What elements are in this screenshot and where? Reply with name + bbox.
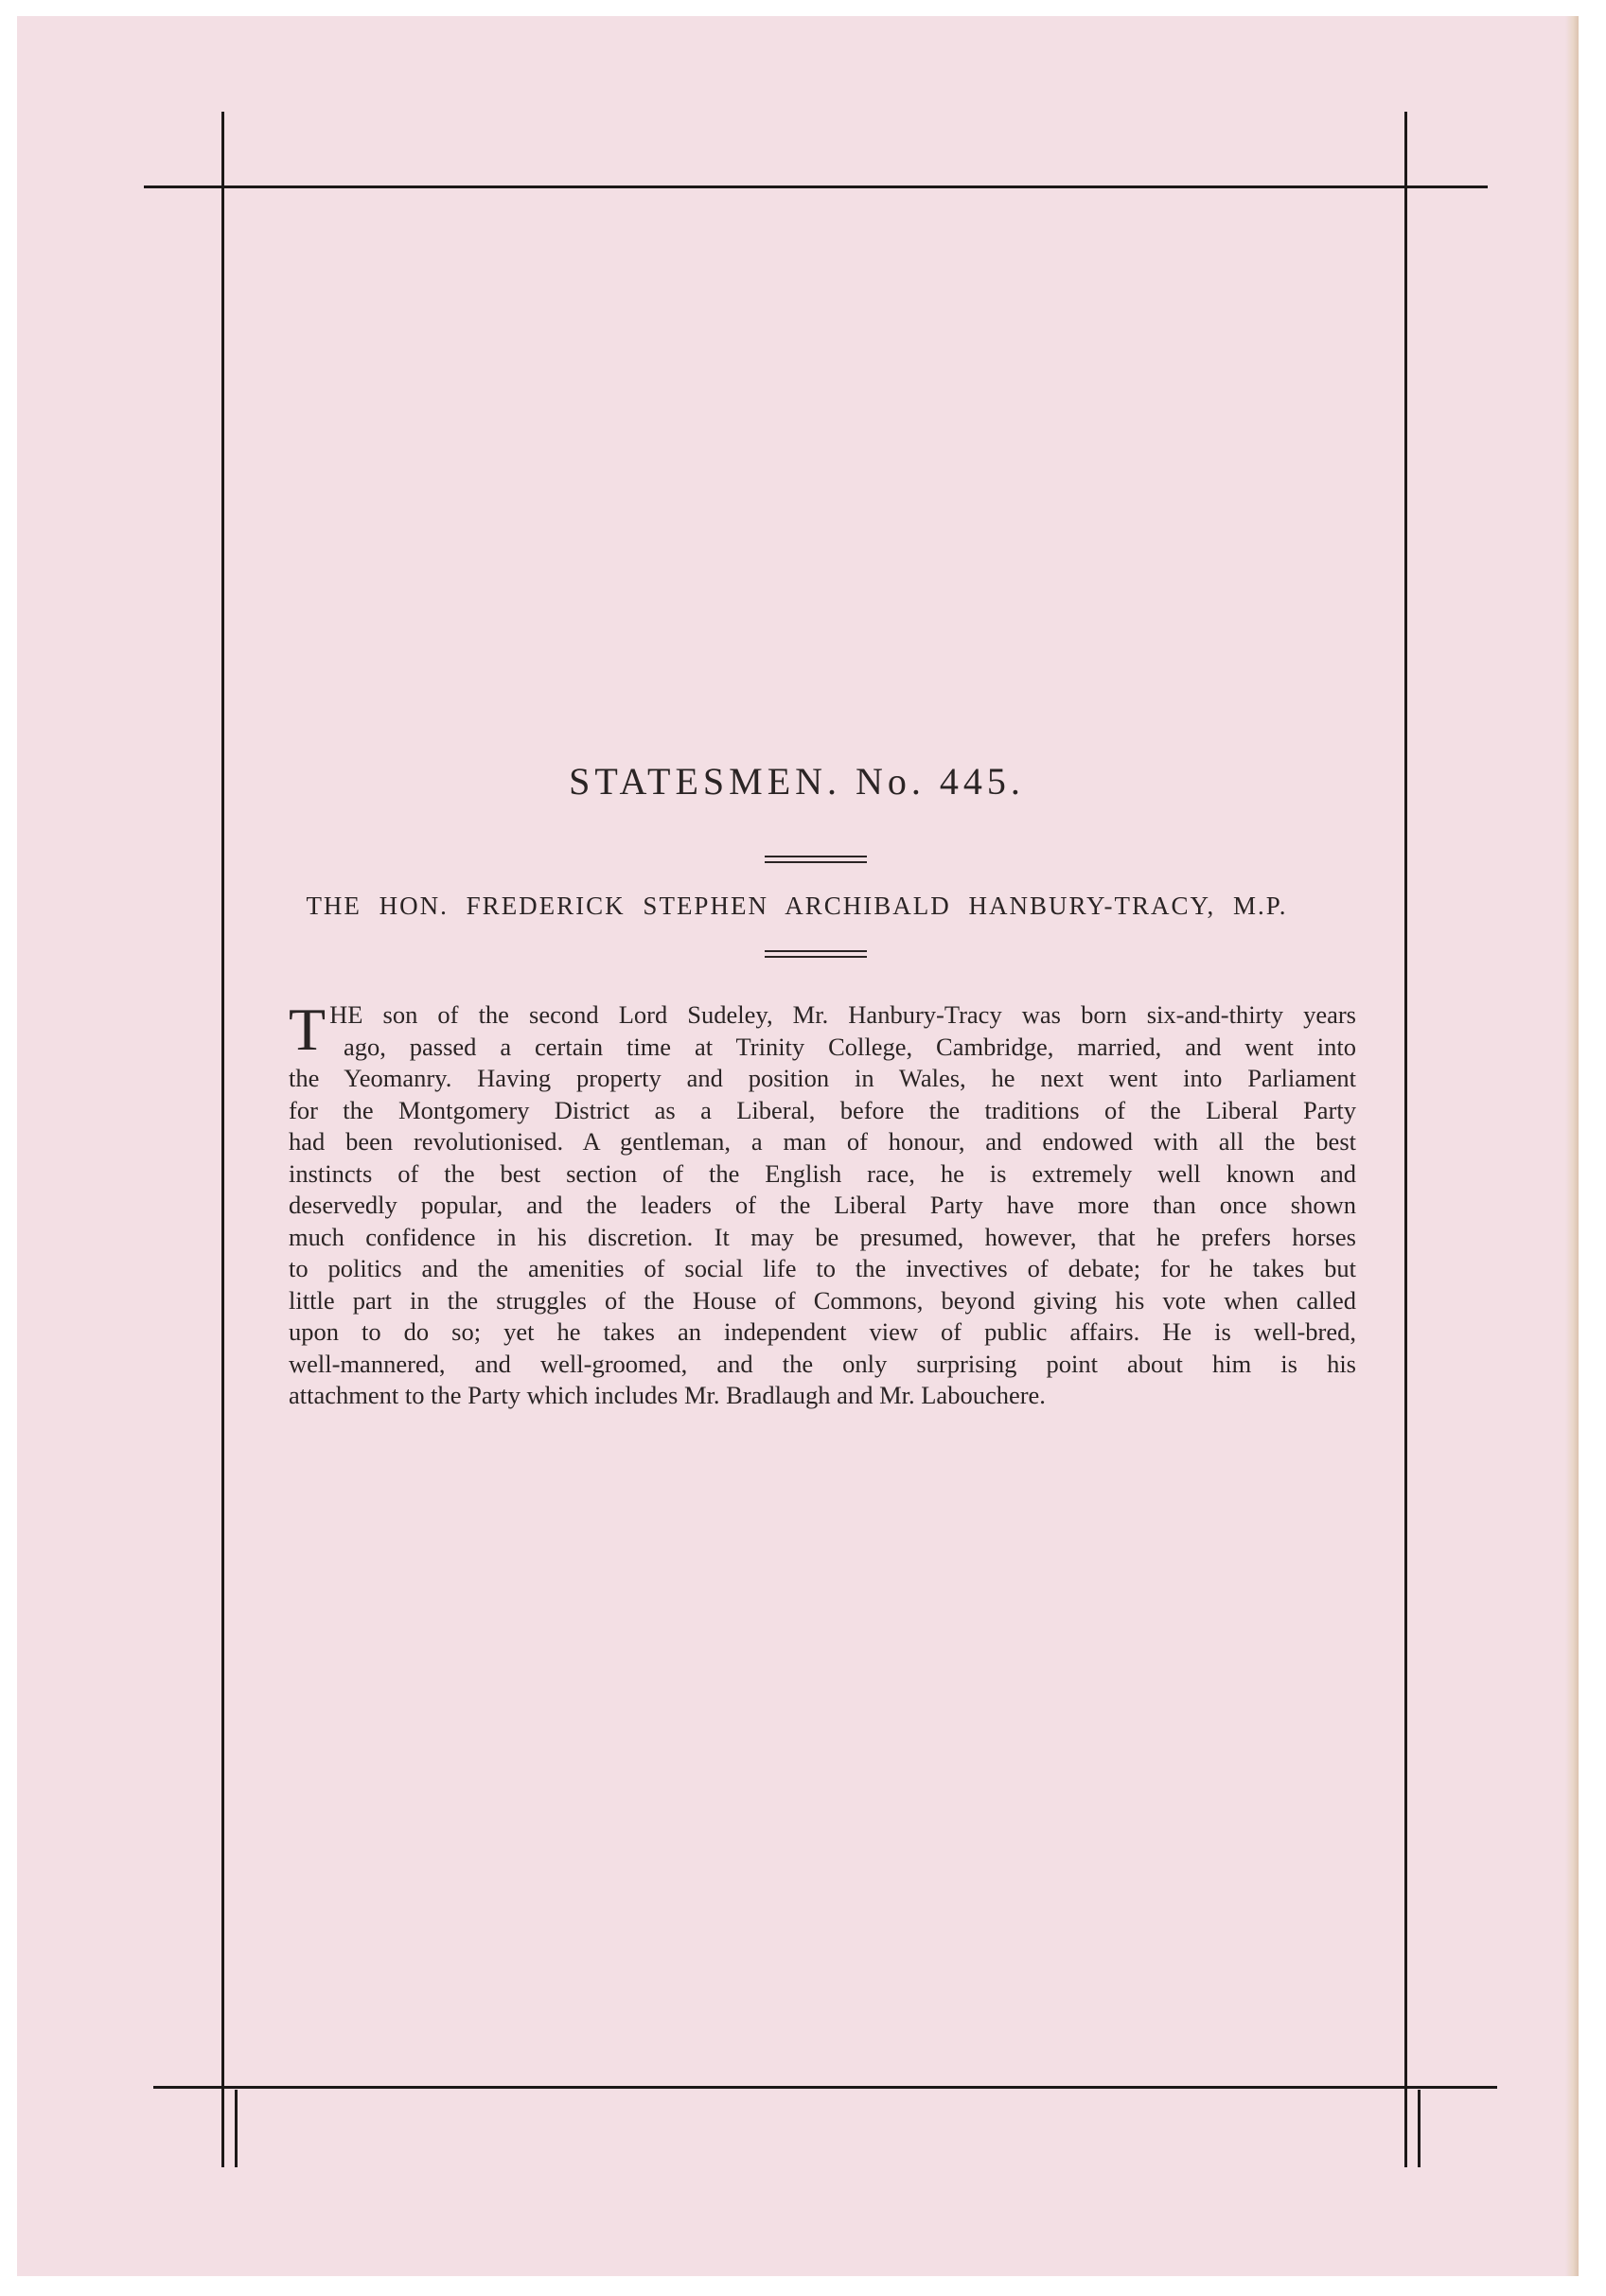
page-title: STATESMEN. No. 445. bbox=[569, 760, 1025, 803]
article-line: attachment to the Party which includes Mr. Bradlaugh and Mr. Labouchere. bbox=[289, 1381, 1046, 1409]
border-bottom-rule bbox=[153, 2086, 1497, 2089]
drop-cap: T bbox=[289, 996, 326, 1063]
border-top-rule bbox=[144, 185, 1488, 188]
article-line: ago, passed a certain time at Trinity College, Cambridge, married, and went into bbox=[344, 1032, 1356, 1061]
article-line: the Yeomanry. Having property and position in Wales, he next went into Parliament bbox=[289, 1064, 1356, 1092]
article-line: upon to do so; yet he takes an independent view of public affairs. He is well-bred, bbox=[289, 1317, 1356, 1346]
border-left-rule bbox=[221, 112, 224, 2167]
article-line: deservedly popular, and the leaders of the Liberal Party have more than once shown bbox=[289, 1191, 1356, 1219]
border-left-rule-lower bbox=[235, 2090, 238, 2167]
article-line: HE son of the second Lord Sudeley, Mr. Hanbury-Tracy was born six-and-thirty years bbox=[329, 1000, 1356, 1029]
subtitle-divider bbox=[765, 950, 867, 958]
border-right-rule bbox=[1404, 112, 1407, 2167]
page-edge bbox=[1565, 16, 1579, 2276]
title-divider bbox=[765, 856, 867, 863]
article-line: instincts of the best section of the English race, he is extremely well known and bbox=[289, 1158, 1356, 1188]
border-right-rule-lower bbox=[1418, 2090, 1421, 2167]
subject-name: THE HON. FREDERICK STEPHEN ARCHIBALD HANBURY-TRACY, M.P. bbox=[306, 892, 1288, 920]
article-line: for the Montgomery District as a Liberal, before the traditions of the Liberal Party bbox=[289, 1095, 1356, 1124]
article-line: had been revolutionised. A gentleman, a man of honour, and endowed with all the best bbox=[289, 1127, 1356, 1156]
article-line: well-mannered, and well-groomed, and the only surprising point about him is his bbox=[289, 1349, 1356, 1378]
article-line: to politics and the amenities of social life to the invectives of debate; for he takes but bbox=[289, 1254, 1356, 1282]
article-body bbox=[289, 996, 1356, 1412]
article-line: little part in the struggles of the House of Commons, beyond giving his vote when called bbox=[289, 1285, 1356, 1315]
article-line: much confidence in his discretion. It may be presumed, however, that he prefers horses bbox=[289, 1222, 1356, 1251]
